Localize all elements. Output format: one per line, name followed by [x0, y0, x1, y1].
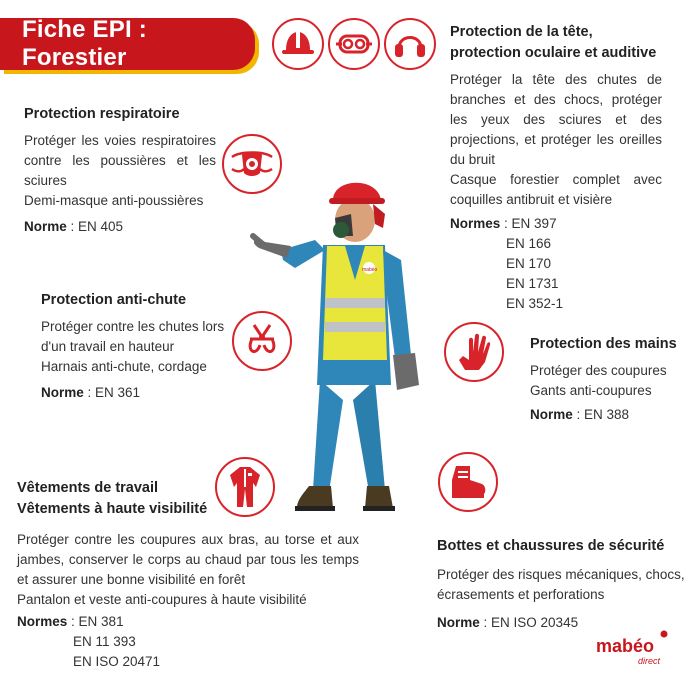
head-protection-heading: Protection de la tête, protection oculaire et auditive — [450, 24, 657, 61]
clothing-heading-line1: Vêtements de travail — [17, 480, 159, 496]
head-protection-normes: Normes : EN 397 EN 166 EN 170 EN 1731 EN 352-1 — [450, 214, 662, 314]
clothing-equipment: Pantalon et veste anti-coupures à haute visibilité — [17, 592, 307, 607]
norme-value: EN ISO 20345 — [491, 615, 579, 630]
hands-equipment: Gants anti-coupures — [530, 383, 652, 398]
norme-label: Norme — [41, 385, 84, 400]
respiratory-desc: Protéger les voies respiratoires contre les poussières et les sciures — [24, 133, 216, 188]
forester-figure — [225, 150, 440, 535]
boots-desc: Protéger des risques mécaniques, chocs, écrasements et perforations — [437, 567, 685, 602]
head-protection-desc: Protéger la tête des chutes de branches et des chocs, protéger les yeux des sciures et des projections, et protéger les oreilles du bruit — [450, 72, 662, 167]
mabeo-logo — [594, 628, 674, 668]
norme-value: EN 405 — [78, 219, 124, 234]
boots-heading: Bottes et chaussures de sécurité — [437, 538, 665, 554]
respiratory-heading: Protection respiratoire — [24, 106, 180, 122]
norme-value: EN ISO 20471 — [73, 654, 161, 669]
safety-boot-icon — [438, 452, 498, 512]
respiratory-section — [24, 104, 216, 237]
fall-protection-desc: Protéger contre les chutes lors d'un travail en hauteur — [41, 319, 225, 354]
ear-defenders-icon — [384, 18, 436, 70]
norme-value: EN 361 — [95, 385, 141, 400]
boots-section — [437, 536, 687, 633]
hands-desc: Protéger des coupures — [530, 363, 667, 378]
norme-value: EN 388 — [584, 407, 630, 422]
logo-wordmark: mabéo — [596, 636, 655, 656]
norme-value: EN 381 — [78, 614, 124, 629]
fall-protection-norme: Norme : EN 361 — [41, 385, 141, 400]
fall-protection-equipment: Harnais anti-chute, cordage — [41, 359, 207, 374]
norme-label: Normes — [17, 614, 68, 629]
fall-protection-section — [41, 290, 226, 403]
respiratory-equipment: Demi-masque anti-poussières — [24, 193, 204, 208]
hands-norme: Norme : EN 388 — [530, 407, 630, 422]
boots-norme: Norme : EN ISO 20345 — [437, 615, 579, 630]
norme-label: Norme — [24, 219, 67, 234]
glove-icon — [444, 322, 504, 382]
norme-label: Norme — [530, 407, 573, 422]
clothing-heading-line2: Vêtements à haute visibilité — [17, 501, 208, 517]
fall-protection-heading: Protection anti-chute — [41, 292, 187, 308]
norme-value: EN 166 — [506, 236, 552, 251]
logo-tagline: direct — [638, 656, 661, 666]
norme-value: EN 1731 — [506, 276, 559, 291]
hands-section — [530, 334, 690, 425]
clothing-normes: Normes : EN 381 EN 11 393 EN ISO 20471 — [17, 612, 359, 672]
norme-label: Normes — [450, 216, 501, 231]
norme-value: EN 170 — [506, 256, 552, 271]
goggles-icon — [328, 18, 380, 70]
helmet-icon — [272, 18, 324, 70]
page-title: Fiche EPI : Forestier — [0, 18, 255, 70]
norme-value: EN 352-1 — [506, 296, 564, 311]
norme-value: EN 11 393 — [73, 634, 136, 649]
vest-logo: mabéo — [362, 267, 378, 273]
norme-label: Norme — [437, 615, 480, 630]
norme-value: EN 397 — [511, 216, 557, 231]
respiratory-norme: Norme : EN 405 — [24, 219, 124, 234]
head-protection-equipment: Casque forestier complet avec coquilles antibruit et visière — [450, 172, 662, 207]
head-protection-section — [450, 22, 662, 314]
hands-heading: Protection des mains — [530, 336, 677, 352]
clothing-desc: Protéger contre les coupures aux bras, au torse et aux jambes, conserver le corps au chaud par tous les temps et assurer une bonne visibilité en forêt — [17, 532, 359, 587]
